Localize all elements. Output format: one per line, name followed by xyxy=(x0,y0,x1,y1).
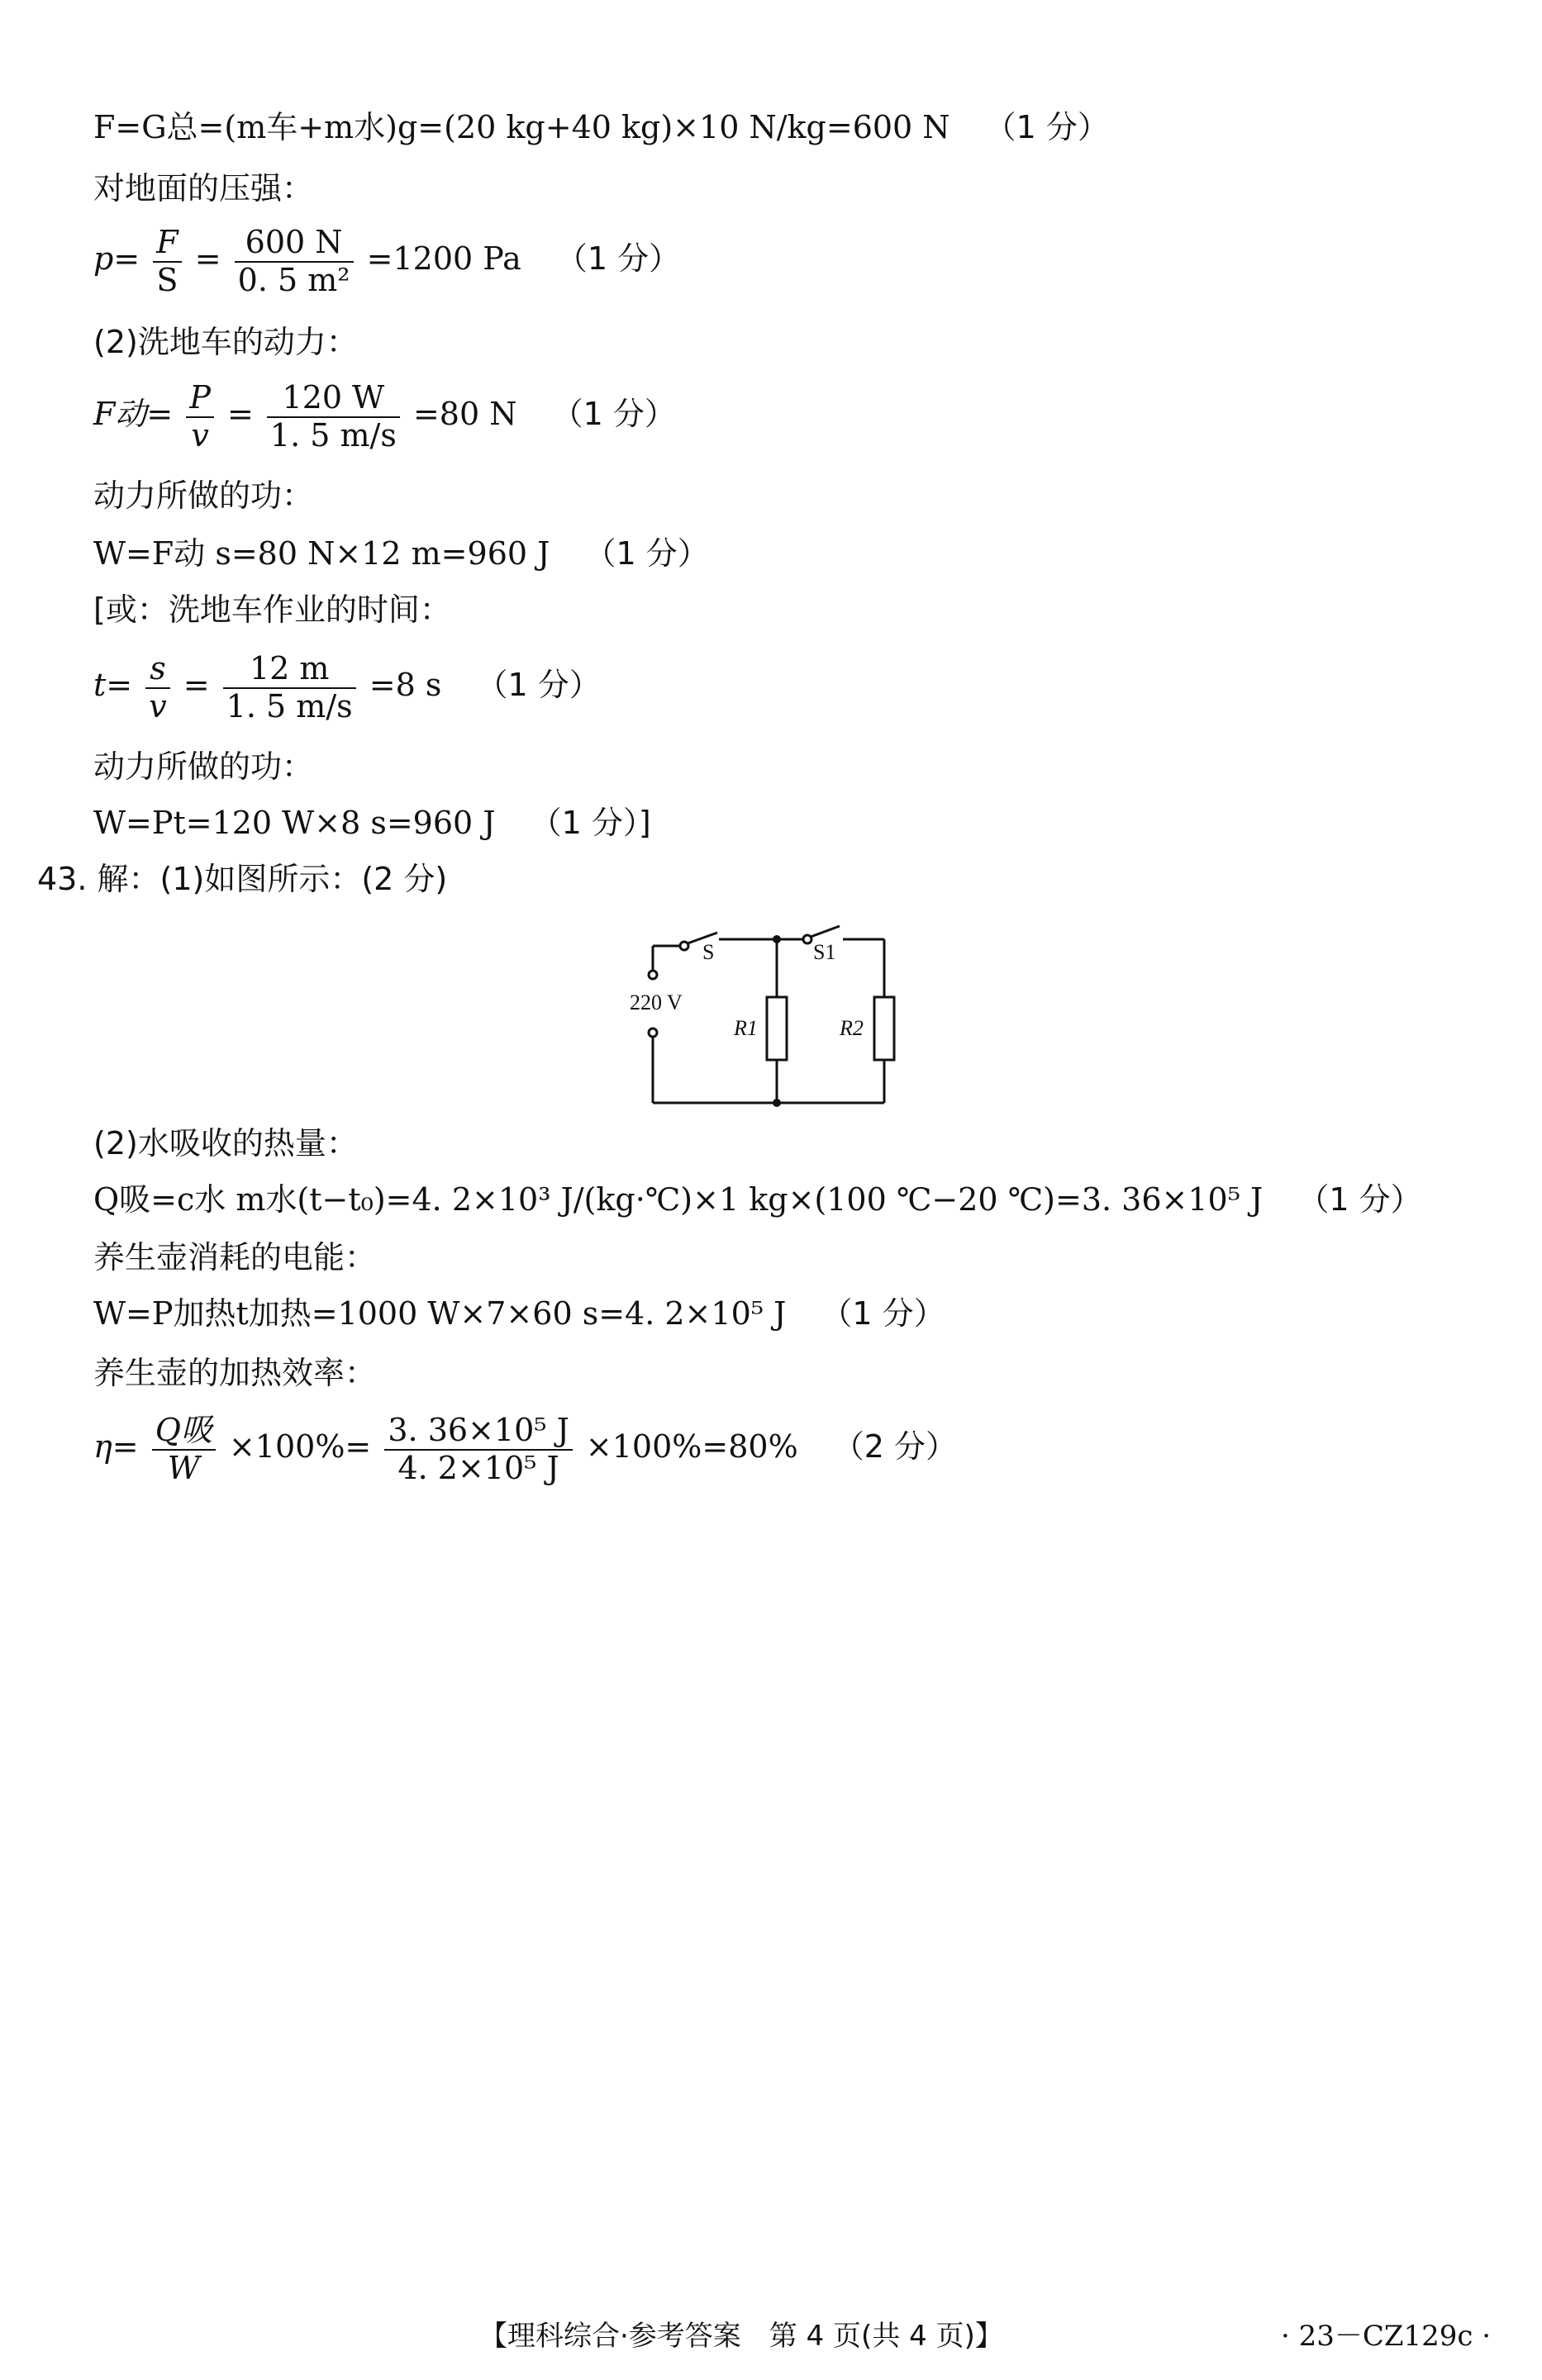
fraction xyxy=(223,651,356,724)
text-line-6: 动力所做的功： xyxy=(93,477,314,514)
formula-rhs: ×100%=80% xyxy=(585,1428,798,1466)
fraction-denominator: v xyxy=(191,416,209,454)
score-label: （1 分） xyxy=(551,396,676,433)
formula-line-11 xyxy=(93,805,651,843)
score-label: （1 分） xyxy=(555,240,681,278)
formula-lhs: t= xyxy=(93,667,133,704)
formula-text: F=G总=(m车+m水)g=(20 kg+40 kg)×10 N/kg=600 N xyxy=(93,109,950,145)
voltage-label: 220 V xyxy=(630,990,683,1014)
fraction xyxy=(186,380,214,454)
fraction xyxy=(384,1413,572,1486)
score-label: （1 分） xyxy=(476,667,601,704)
fraction-denominator: W xyxy=(167,1449,200,1486)
score-label: （1 分） xyxy=(584,535,709,572)
formula-line-14 xyxy=(93,1181,1422,1219)
formula-line-7 xyxy=(93,535,709,573)
score-label: （1 分） xyxy=(821,1295,945,1332)
formula-rhs: =1200 Pa xyxy=(366,240,521,278)
fraction xyxy=(152,1413,216,1486)
switch-s1-contact xyxy=(803,935,811,943)
fraction-denominator: v xyxy=(149,687,167,724)
switch-s1-label: S1 xyxy=(813,940,836,964)
terminal-top xyxy=(649,971,657,979)
score-label: （2 分） xyxy=(832,1428,958,1466)
formula-mid: ×100%= xyxy=(228,1428,372,1466)
page-footer: 【理科综合·参考答案 第 4 页(共 4 页)】 xyxy=(479,2320,1003,2353)
switch-s-label: S xyxy=(702,940,715,964)
formula-line-1 xyxy=(93,109,1109,147)
fraction xyxy=(153,225,181,298)
terminal-bottom xyxy=(649,1028,657,1037)
circuit-diagram xyxy=(612,905,942,1119)
fraction-denominator: 1. 5 m/s xyxy=(226,687,353,724)
formula-lhs: η= xyxy=(93,1428,139,1466)
fraction-denominator: S xyxy=(156,261,178,298)
junction-top xyxy=(773,935,781,943)
fraction xyxy=(145,651,169,724)
question-43-heading: 43. 解：(1)如图所示：(2 分) xyxy=(37,861,448,897)
fraction-numerator: 12 m xyxy=(223,651,356,689)
formula-rhs: =8 s xyxy=(369,667,442,704)
fraction-denominator: 4. 2×10⁵ J xyxy=(397,1449,559,1486)
formula-line-16 xyxy=(93,1295,945,1333)
resistor-r1 xyxy=(767,997,787,1060)
formula-rhs: =80 N xyxy=(412,396,517,433)
formula-text: W=Pt=120 W×8 s=960 J xyxy=(93,805,496,841)
score-label: （1 分） xyxy=(1297,1181,1422,1218)
fraction xyxy=(235,225,354,298)
fraction-denominator: 0. 5 m² xyxy=(237,261,350,298)
switch-s-contact xyxy=(680,942,688,950)
text-line-4: (2)洗地车的动力： xyxy=(93,324,358,360)
r2-label: R2 xyxy=(840,1016,864,1040)
score-label: （1 分） xyxy=(984,109,1109,145)
formula-line-9 xyxy=(93,651,601,724)
page-code: · 23－CZ129c · xyxy=(1281,2320,1492,2353)
formula-line-5 xyxy=(93,380,676,454)
switch-s1-blade xyxy=(811,926,840,937)
formula-line-3 xyxy=(93,225,680,298)
fraction-numerator: F xyxy=(153,225,181,263)
formula-lhs: F动= xyxy=(93,396,174,433)
fraction-numerator: 3. 36×10⁵ J xyxy=(384,1413,572,1451)
formula-line-18 xyxy=(93,1413,957,1486)
text-line-17: 养生壶的加热效率： xyxy=(93,1355,377,1391)
fraction-numerator: 120 W xyxy=(267,380,400,418)
equals-sign: = xyxy=(183,667,210,704)
fraction-denominator: 1. 5 m/s xyxy=(269,416,397,454)
resistor-r2 xyxy=(874,997,894,1060)
text-line-15: 养生壶消耗的电能： xyxy=(93,1239,377,1276)
text-line-10: 动力所做的功： xyxy=(93,748,314,785)
text-line-8: [或：洗地车作业的时间： xyxy=(93,591,451,628)
fraction-numerator: 600 N xyxy=(235,225,354,263)
fraction-numerator: s xyxy=(145,651,169,689)
fraction xyxy=(267,380,400,454)
fraction-numerator: P xyxy=(186,380,214,418)
equals-sign: = xyxy=(226,396,254,433)
score-label: （1 分）] xyxy=(530,805,651,841)
formula-text: W=F动 s=80 N×12 m=960 J xyxy=(93,535,550,572)
r1-label: R1 xyxy=(734,1016,758,1040)
text-line-13: (2)水吸收的热量： xyxy=(93,1125,358,1161)
formula-text: W=P加热t加热=1000 W×7×60 s=4. 2×10⁵ J xyxy=(93,1295,787,1332)
formula-text: Q吸=c水 m水(t−t₀)=4. 2×10³ J/(kg·℃)×1 kg×(100 ℃−20 ℃)=3. 36×10⁵ J xyxy=(93,1181,1264,1218)
equals-sign: = xyxy=(194,240,221,278)
fraction-numerator: Q吸 xyxy=(152,1413,216,1451)
junction-bottom xyxy=(773,1099,781,1107)
formula-lhs: p= xyxy=(93,240,140,278)
text-line-2: 对地面的压强： xyxy=(93,170,314,207)
